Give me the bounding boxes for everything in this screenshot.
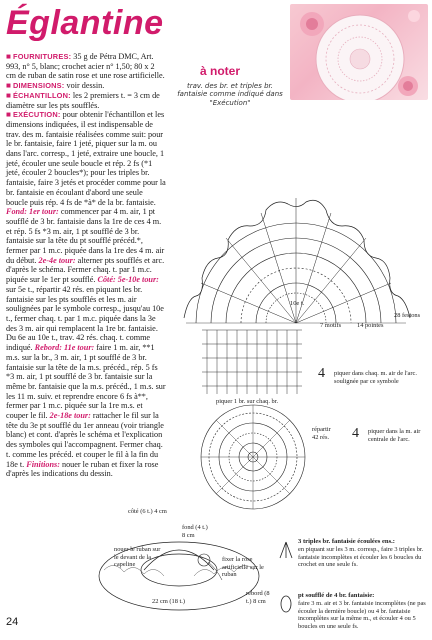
note-heading: à noter: [200, 64, 241, 78]
tours-2-4-label: 2e-4e tour:: [38, 255, 76, 265]
section-fond: [6, 207, 166, 479]
label-pointes: 14 pointes: [357, 322, 384, 329]
section-dimensions: ■ DIMENSIONS: voir dessin.: [6, 81, 105, 91]
legend-souffle-title: pt soufflé de 4 br. fantaisie:: [298, 592, 375, 599]
label-rebord: rebord (8 t.) 8 cm: [246, 590, 270, 605]
label-piquer-air: piquer dans chaq. m. air de l'arc. soulignée par ce symbole: [334, 370, 417, 385]
legend-triples-title: 3 triples br. fantaisie écoulées ens.:: [298, 538, 396, 545]
dimensions-text: voir dessin.: [66, 81, 105, 91]
tours-2-18-text: rattacher le fil sur la tête du 3e pt soufflé du 1er anneau (voir triangle blanc) et cont. d'après le schéma et l'explication des symboles qui l'accompagnent. Fermer chaq. t. comme les précéd. et couper le fil à la fin du 18e t.: [6, 411, 164, 469]
arrow-4-top: 4: [318, 366, 325, 381]
rebord-label: Rebord: 11e tour:: [34, 343, 95, 353]
section-fournitures: ■ FOURNITURES: 35 g de Pétra DMC, Art. 993, n° 5, blanc; crochet acier n° 1,50; 80 x 2 cm de ruban de satin rose et une rose artificielle.: [6, 52, 165, 81]
label-piquer-arc: piquer dans la m. air centrale de l'arc.: [368, 428, 421, 443]
grid-caption: piquer 1 br. sur chaq. br.: [216, 398, 279, 405]
label-motifs: 7 motifs: [320, 322, 342, 329]
section-execution: ■ EXÉCUTION: pour obtenir l'échantillon et les dimensions indiquées, il est indispensable de trav. des m. fantaisie réalisées comme suit: pour le br. fantaisie, faire 1 jeté, piquer sur la m. ou dans l'arc. corresp., 1 jeté, extraire une boucle, 1 jeté, écouler une seule boucle et rép. 2 fs (*1 jeté, écouler 2 boucles*); pour les triples br. fantaisie, faire 3 jetés et procéder comme pour la br. fantaisie en écoulant d'abord une seule boucle puis rép. 4 fs de *à* de la br. fantaisie.: [6, 110, 166, 207]
label-diametre: 22 cm (18 t.): [152, 598, 186, 605]
execution-text: pour obtenir l'échantillon et les dimensions indiquées, il est indispensable de trav. des m. fantaisie réalisées comme suit: pour le br. fantaisie, faire 1 jeté, piquer sur la m. ou dans l'arc. corresp., 1 jeté, extraire une boucle, 1 jeté, écouler une seule boucle et rép. 2 fs (*1 jeté, écouler 2 boucles*); pour les triples br. fantaisie, faire 3 jetés et procéder comme pour la br. fantaisie en écoulant d'abord une seule boucle puis rép. 4 fs de *à* de la br. fantaisie.: [6, 110, 166, 207]
label-cote: côté (6 t.) 4 cm: [128, 508, 167, 515]
label-festons: 28 festons: [394, 312, 421, 319]
instructions-column: [6, 52, 166, 479]
label-tours: 10e t.: [290, 300, 305, 307]
echantillon-text: les 2 premiers t. = 3 cm de diamètre sur les pts soufflés.: [6, 90, 160, 110]
note-text: trav. des br. et triples br. fantaisie comme indiqué dans "Exécution": [177, 82, 283, 107]
cote-text: sur 5e t., répartir 42 rés. en piquant les br. fantaisie sur les pts soufflés et les m. air soulignées par le symbole corresp., jusqu'au 10e t., fermer chaq. t. par 1 m.c. piquée dans la 3e des 3 m. air qui remplacent la 1re br. fantaisie. Du 6e au 10e t., trav. 42 rés. chaq. t. comme indiqué.: [6, 284, 164, 353]
triples-symbol-icon: [276, 540, 296, 560]
arrow-4-mid: 4: [352, 426, 359, 441]
page-title: Églantine: [6, 4, 164, 42]
label-rose: fixer la rose artificielle sur le ruban: [222, 556, 264, 578]
legend-triples-text: en piquant sur les 3 m. corresp., faire 3 triples br. fantaisie incomplètes et écouler les 6 boucles du crochet en une seule fs.: [298, 546, 424, 569]
rebord-text: faire 1 m. air, **1 m.s. sur la br., 3 m. air, 1 pt soufflé de 3 br. fantaisie sur la tête de la m.s. précéd., rép. 5 fs *3 m. air, 1 pt soufflé de 3 br. fantaisie sur la même br. fantaisie que la m.s. précéd., 1 m.s. sur les 11 m. suiv. et reprendre encore 6 fs à**, fermer par 1 m.c. piquée sur la 1re m.s. et couper le fil.: [6, 343, 166, 421]
finitions-label: Finitions:: [26, 459, 60, 469]
legend-souffle-text: faire 3 m. air et 3 br. fantaisie incomplètes (ne pas écouler la dernière boucle) ou 4 br. fantaisie incomplètes sur la même m., et écouler 4 ou 5 boucles en une seule fs.: [298, 600, 426, 630]
echantillon-label: ÉCHANTILLON:: [13, 90, 71, 100]
fournitures-text: 35 g de Pétra DMC, Art. 993, n° 5, blanc; crochet acier n° 1,50; 80 x 2 cm de ruban de satin rose et une rose artificielle.: [6, 52, 165, 81]
tours-2-4-text: alterner pts soufflés et arc. d'après le schéma. Fermer chaq. t. par 1 m.c. piquée sur le 1er pt soufflé.: [6, 255, 165, 285]
section-echantillon: ■ ÉCHANTILLON: les 2 premiers t. = 3 cm de diamètre sur les pts soufflés.: [6, 90, 160, 110]
doily-photo: [290, 4, 428, 100]
doily-photo-image: [290, 4, 428, 100]
fournitures-label: FOURNITURES:: [13, 52, 72, 61]
page-number: 24: [6, 616, 19, 628]
label-ruban: nouer le ruban sur le devant de la capeline: [114, 546, 161, 568]
tours-2-18-label: 2e-18e tour:: [49, 411, 91, 421]
execution-label: EXÉCUTION:: [13, 110, 61, 120]
grid-chart: [202, 328, 302, 396]
label-repartir: répartir 42 rés.: [312, 426, 331, 441]
cote-label: Côté: 5e-10e tour:: [97, 275, 159, 285]
fond-text: commencer par 4 m. air, 1 pt soufflé de 3 br. fantaisie dans la 1re de ces 4 m. et rép. 5 fs *3 m. air, 1 pt soufflé de 3 br. fantaisie sur la tête du pt soufflé précéd.*, fermer par 1 m.c. piquée dans la 1re des 4 m. air du début.: [6, 207, 165, 265]
circle-crochet-chart: [198, 402, 308, 512]
fond-label: Fond: 1er tour:: [6, 207, 59, 217]
dimensions-label: DIMENSIONS:: [13, 81, 65, 91]
label-fond: fond (4 t.) 8 cm: [182, 524, 208, 539]
souffle-symbol-icon: [276, 594, 296, 614]
finitions-text: nouer le ruban et fixer la rose d'après les indications du dessin.: [6, 459, 159, 479]
